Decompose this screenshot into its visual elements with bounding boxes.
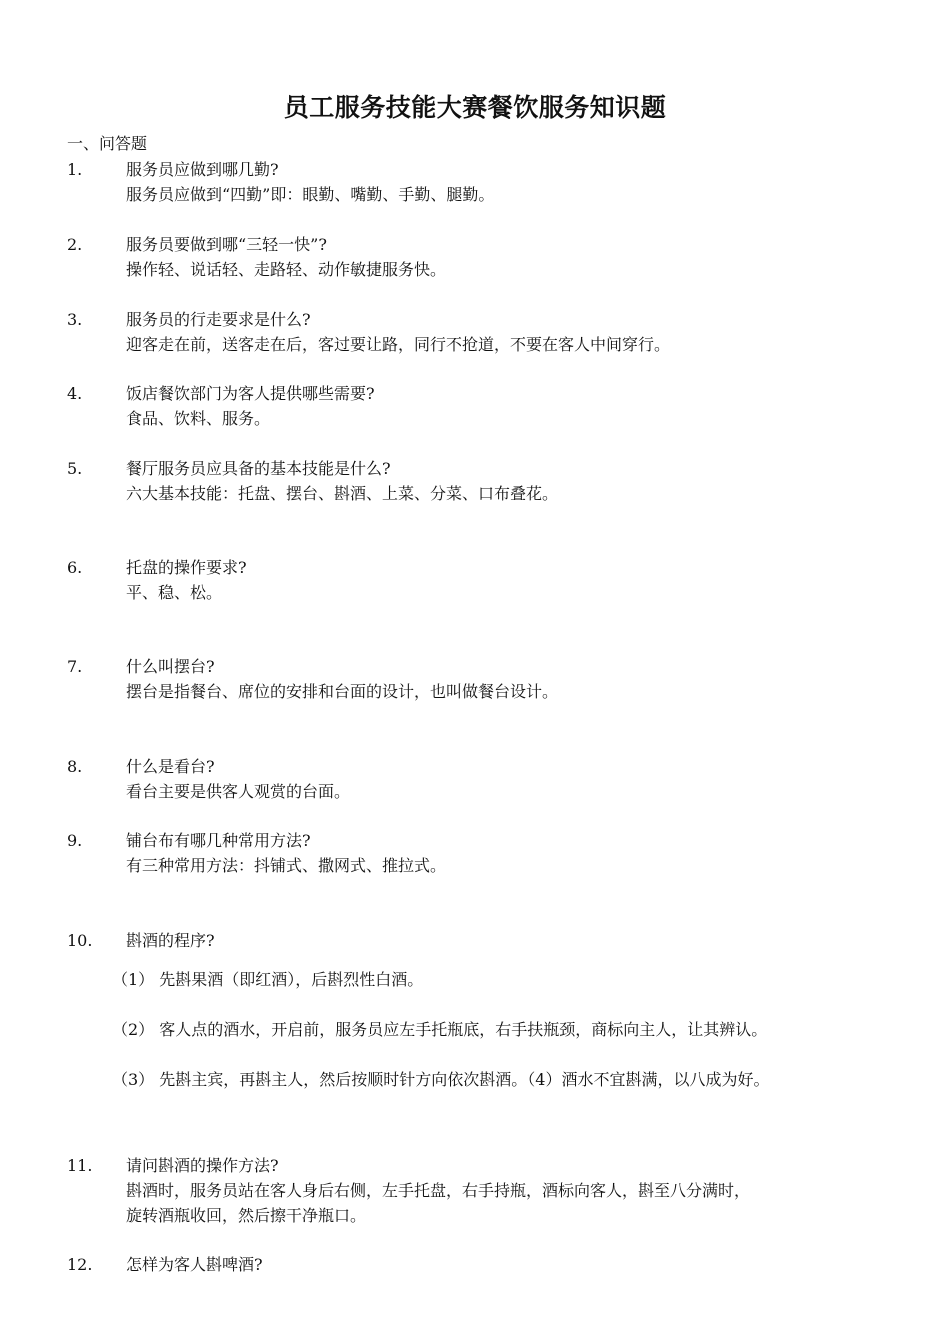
answer-step: （2） 客人点的酒水，开启前，服务员应左手托瓶底，右手扶瓶颈，商标向主人，让其辨认。	[112, 1020, 768, 1039]
question-number: 12.	[67, 1255, 93, 1274]
question-text: 什么叫摆台?	[126, 657, 215, 676]
question-text: 饭店餐饮部门为客人提供哪些需要?	[126, 384, 375, 403]
question-number: 10.	[67, 931, 93, 950]
question-number: 11.	[67, 1156, 93, 1175]
question-text: 服务员的行走要求是什么?	[126, 310, 311, 329]
answer-text: 服务员应做到“四勤”即：眼勤、嘴勤、手勤、腿勤。	[126, 185, 495, 204]
question-number: 8.	[67, 757, 83, 776]
question-text: 请问斟酒的操作方法?	[126, 1156, 279, 1175]
answer-step: （1） 先斟果酒（即红酒），后斟烈性白酒。	[112, 970, 424, 989]
question-number: 2.	[67, 235, 83, 254]
question-text: 怎样为客人斟啤酒?	[126, 1255, 263, 1274]
answer-text: 斟酒时，服务员站在客人身后右侧，左手托盘，右手持瓶，酒标向客人，斟至八分满时，	[126, 1181, 751, 1200]
question-number: 9.	[67, 831, 83, 850]
answer-text: 有三种常用方法：抖铺式、撒网式、推拉式。	[126, 856, 447, 875]
question-text: 餐厅服务员应具备的基本技能是什么?	[126, 459, 391, 478]
question-number: 6.	[67, 558, 83, 577]
answer-text: 迎客走在前，送客走在后，客过要让路，同行不抢道，不要在客人中间穿行。	[126, 335, 671, 354]
question-text: 什么是看台?	[126, 757, 215, 776]
answer-text: 操作轻、说话轻、走路轻、动作敏捷服务快。	[126, 260, 447, 279]
question-text: 服务员要做到哪“三轻一快”?	[126, 235, 327, 254]
question-text: 服务员应做到哪几勤?	[126, 160, 279, 179]
section-heading: 一、问答题	[67, 134, 148, 153]
question-number: 5.	[67, 459, 83, 478]
answer-text: 看台主要是供客人观赏的台面。	[126, 782, 351, 801]
question-text: 铺台布有哪几种常用方法?	[126, 831, 311, 850]
question-number: 7.	[67, 657, 83, 676]
question-text: 斟酒的程序?	[126, 931, 215, 950]
question-number: 1.	[67, 160, 83, 179]
question-number: 4.	[67, 384, 83, 403]
answer-step: （3） 先斟主宾，再斟主人，然后按顺时针方向依次斟酒。（4）酒水不宜斟满，以八成为好。	[112, 1070, 770, 1089]
question-number: 3.	[67, 310, 83, 329]
answer-text: 旋转酒瓶收回，然后擦干净瓶口。	[126, 1206, 367, 1225]
answer-text: 食品、饮料、服务。	[126, 409, 271, 428]
page-title: 员工服务技能大赛餐饮服务知识题	[283, 93, 667, 122]
answer-text: 平、稳、松。	[126, 583, 223, 602]
answer-text: 摆台是指餐台、席位的安排和台面的设计，也叫做餐台设计。	[126, 682, 559, 701]
question-text: 托盘的操作要求?	[126, 558, 247, 577]
answer-text: 六大基本技能：托盘、摆台、斟酒、上菜、分菜、口布叠花。	[126, 484, 559, 503]
